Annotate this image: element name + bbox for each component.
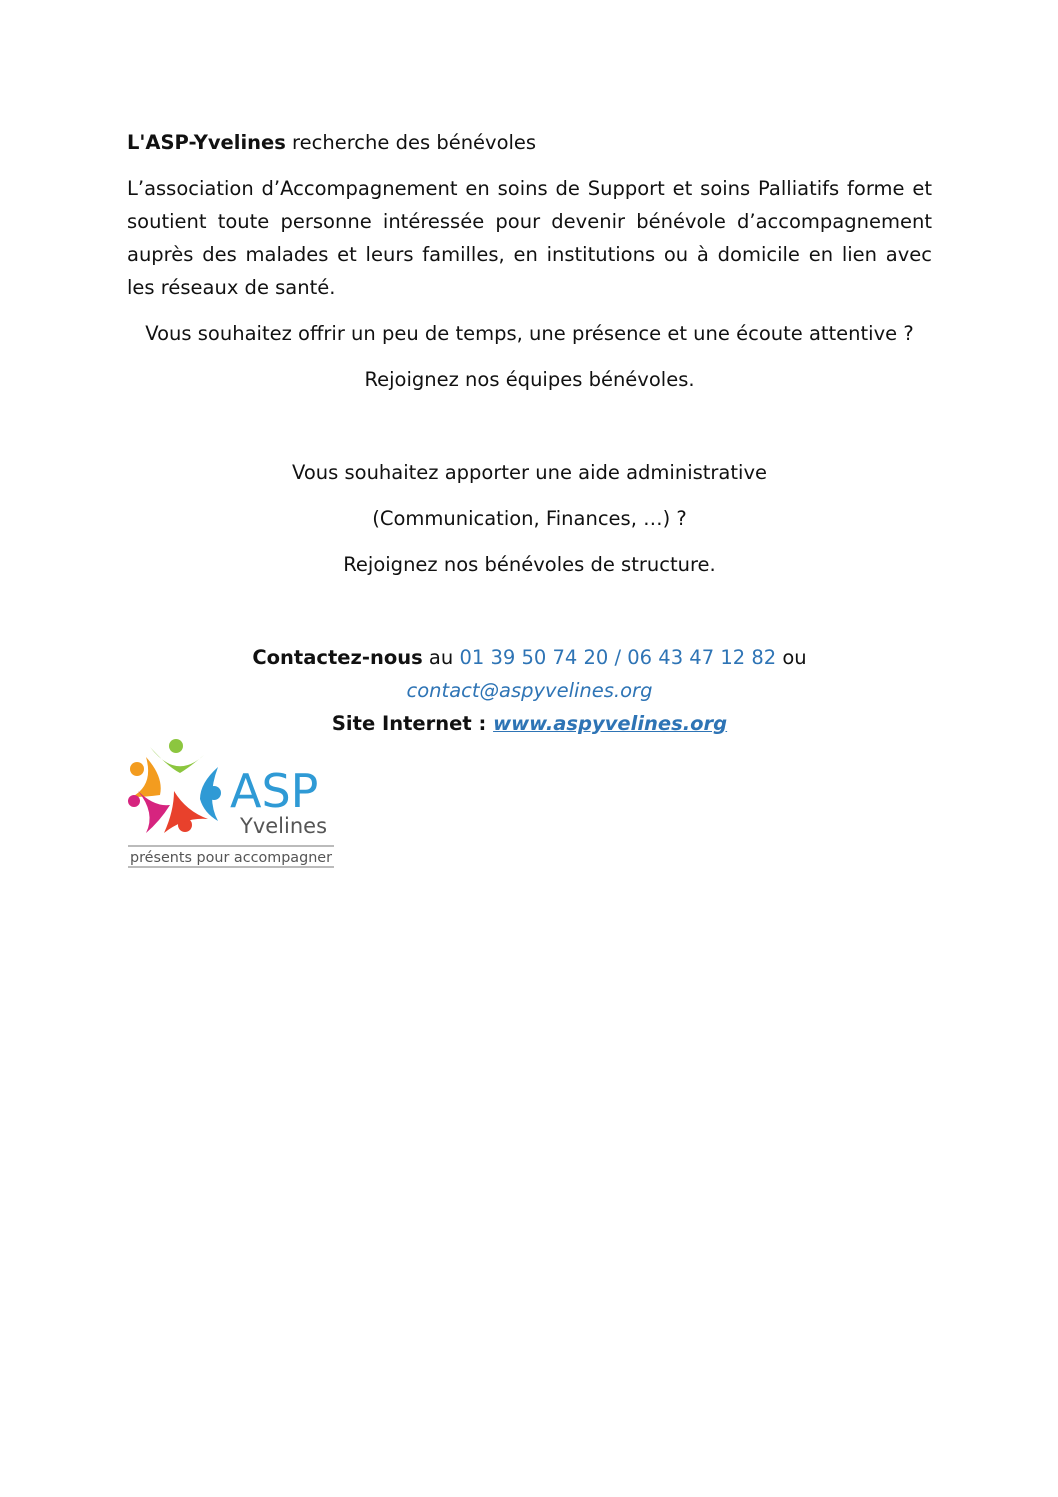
- document-content: [127, 126, 932, 740]
- website-link[interactable]: www.aspyvelines.org: [493, 712, 728, 735]
- offer-time-question: Vous souhaitez offrir un peu de temps, une présence et une écoute attentive ?: [145, 322, 914, 345]
- spacer: [127, 409, 932, 456]
- phone-numbers[interactable]: 01 39 50 74 20 / 06 43 47 12 82: [459, 646, 777, 669]
- logo-green-head: [169, 739, 183, 753]
- spacer: [127, 594, 932, 641]
- logo-magenta-arms: [138, 791, 170, 833]
- association-description: L’association d’Accompagnement en soins de Support et soins Palliatifs forme et soutient toute personne intéressée pour devenir bénévole d’accompagnement auprès des malades et leurs familles, en institutions ou à domicile en lien avec les réseaux de santé.: [127, 177, 932, 299]
- email-link[interactable]: contact@aspyvelines.org: [406, 679, 653, 702]
- contact-label: Contactez-nous: [252, 646, 423, 669]
- logo-title: ASP: [230, 764, 319, 818]
- asp-yvelines-logo: [124, 733, 338, 869]
- contact-ou: ou: [776, 646, 807, 669]
- admin-help-question: Vous souhaitez apporter une aide administrative: [292, 461, 767, 484]
- logo-orange-head: [130, 762, 144, 776]
- contact-au: au: [422, 646, 460, 669]
- org-name: L'ASP-Yvelines: [127, 131, 286, 154]
- logo-subtitle: Yvelines: [240, 814, 328, 838]
- contact-line: [127, 641, 932, 707]
- intro-text: recherche des bénévoles: [285, 131, 537, 154]
- admin-fields-text: (Communication, Finances, …) ?: [372, 507, 687, 530]
- logo-magenta-head: [128, 795, 140, 807]
- join-structure-text: Rejoignez nos bénévoles de structure.: [343, 553, 716, 576]
- join-teams-text: Rejoignez nos équipes bénévoles.: [364, 368, 695, 391]
- website-label: Site Internet :: [331, 712, 494, 735]
- intro-line: [127, 126, 932, 159]
- logo-tagline: présents pour accompagner: [130, 850, 333, 866]
